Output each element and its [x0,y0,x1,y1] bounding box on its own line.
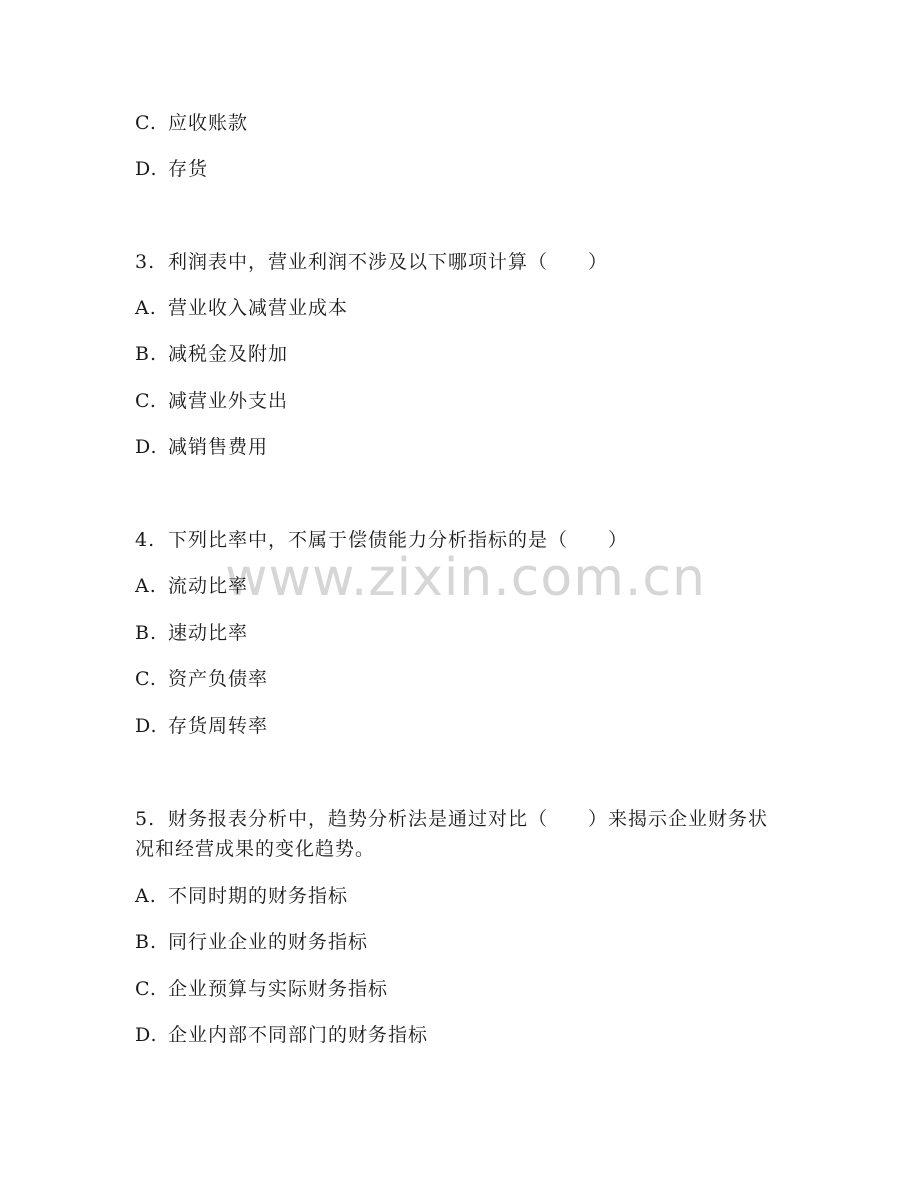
question-number: 5. [135,808,156,830]
option-letter: D. [135,158,158,180]
option-q5-a [135,884,348,908]
option-q3-d [135,435,268,459]
option-letter: B. [135,622,158,644]
option-q4-c [135,667,268,691]
option-q3-a [135,296,348,320]
option-q4-b [135,621,248,645]
option-letter: C. [135,112,157,134]
question-text: 利润表中，营业利润不涉及以下哪项计算（ ） [168,251,609,273]
question-3 [135,250,608,274]
option-q2-c [135,111,248,135]
question-number: 3. [135,251,156,273]
option-letter: A. [135,297,157,319]
option-q5-b [135,930,368,954]
question-5 [135,807,768,831]
question-4 [135,528,628,552]
option-q4-a [135,574,248,598]
option-letter: C. [135,978,157,1000]
watermark: www.zixin.com.cn [225,548,706,608]
option-letter: B. [135,931,158,953]
option-text: 企业内部不同部门的财务指标 [168,1024,429,1046]
question-text: 下列比率中，不属于偿债能力分析指标的是（ ） [168,529,629,551]
option-letter: C. [135,390,157,412]
option-text: 减销售费用 [168,436,269,458]
option-letter: D. [135,436,158,458]
question-text-line2: 况和经营成果的变化趋势。 [135,838,376,860]
option-q4-d [135,714,268,738]
option-text: 应收账款 [168,112,249,134]
option-text: 同行业企业的财务指标 [168,931,369,953]
option-text: 流动比率 [168,575,249,597]
option-text: 减营业外支出 [168,390,289,412]
question-5-continuation [135,837,375,861]
option-text: 存货周转率 [168,715,269,737]
option-q3-c [135,389,288,413]
option-letter: A. [135,575,157,597]
option-letter: B. [135,343,158,365]
question-text-line1: 财务报表分析中，趋势分析法是通过对比（ ）来揭示企业财务状 [168,808,769,830]
option-text: 存货 [168,158,209,180]
question-number: 4. [135,529,156,551]
option-text: 减税金及附加 [168,343,289,365]
option-q3-b [135,342,288,366]
option-q5-d [135,1023,428,1047]
option-letter: C. [135,668,157,690]
option-text: 资产负债率 [168,668,269,690]
option-text: 营业收入减营业成本 [168,297,349,319]
option-text: 不同时期的财务指标 [168,885,349,907]
option-letter: D. [135,715,158,737]
option-letter: D. [135,1024,158,1046]
option-q5-c [135,977,388,1001]
option-q2-d [135,157,208,181]
option-text: 企业预算与实际财务指标 [168,978,389,1000]
option-letter: A. [135,885,157,907]
option-text: 速动比率 [168,622,249,644]
